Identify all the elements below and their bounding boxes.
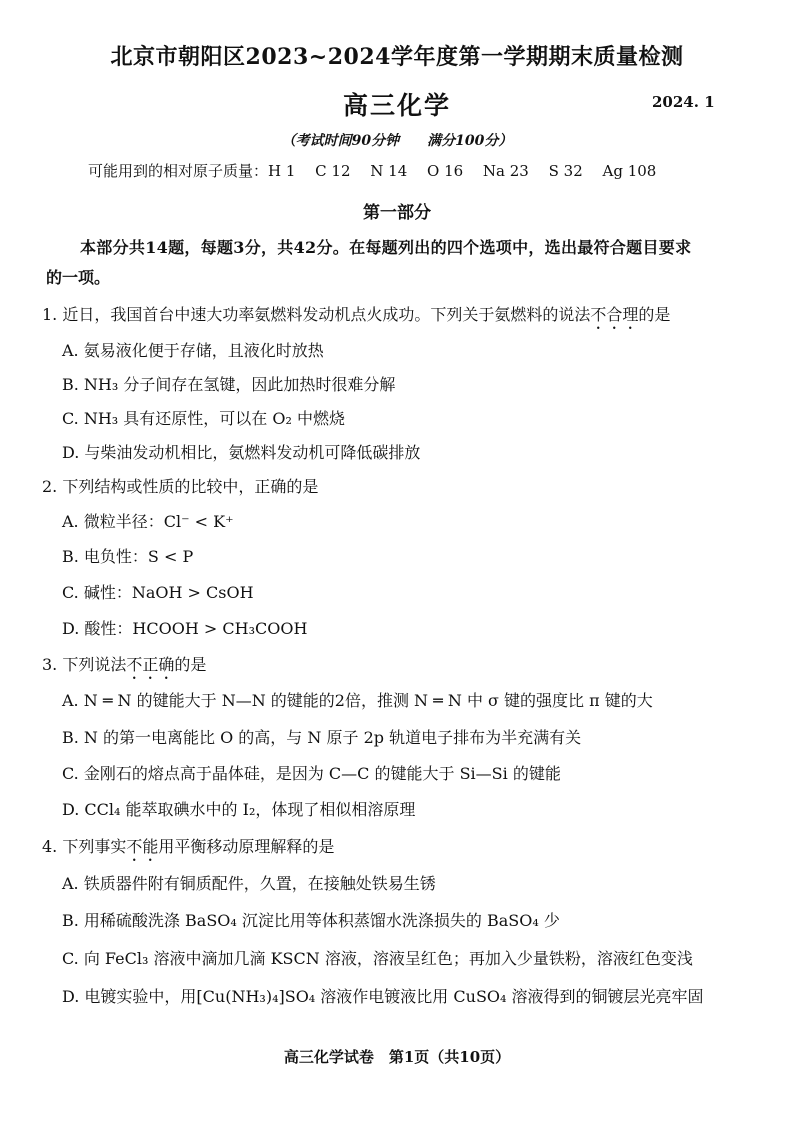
question-2-option-a: A. 微粒半径：Cl⁻ < K⁺: [62, 512, 234, 531]
question-2-option-d: D. 酸性：HCOOH > CH₃COOH: [62, 619, 308, 638]
part-instructions-line1: 本部分共14题，每题3分，共42分。在每题列出的四个选项中，选出最符合题目要求: [80, 238, 692, 257]
question-4-option-a: A. 铁质器件附有铜质配件，久置，在接触处铁易生锈: [62, 874, 436, 893]
question-stem-text: 1. 近日，我国首台中速大功率氨燃料发动机点火成功。下列关于氨燃料的说法: [42, 305, 591, 324]
question-1-option-a: A. 氨易液化便于存储，且液化时放热: [62, 341, 324, 360]
question-2-option-c: C. 碱性：NaOH > CsOH: [62, 583, 254, 602]
question-1-option-d: D. 与柴油发动机相比，氨燃料发动机可降低碳排放: [62, 443, 421, 462]
question-3-option-c: C. 金刚石的熔点高于晶体硅，是因为 C—C 的键能大于 Si—Si 的键能: [62, 764, 561, 783]
question-4-stem: [42, 834, 334, 865]
question-1-option-c: C. NH₃ 具有还原性，可以在 O₂ 中燃烧: [62, 409, 346, 428]
question-2-option-b: B. 电负性：S < P: [62, 547, 194, 566]
question-3-option-d: D. CCl₄ 能萃取碘水中的 I₂，体现了相似相溶原理: [62, 800, 416, 819]
question-emphasis: 不正确: [126, 655, 175, 674]
part-instructions-line2: 的一项。: [46, 268, 111, 287]
question-3-stem: [42, 652, 206, 683]
question-4-option-b: B. 用稀硫酸洗涤 BaSO₄ 沉淀比用等体积蒸馏水洗涤损失的 BaSO₄ 少: [62, 911, 560, 930]
question-1-stem: [42, 302, 670, 333]
question-stem-text: 的是: [638, 305, 671, 324]
subject-title: 高三化学: [342, 91, 451, 120]
question-emphasis: 不合理: [590, 305, 639, 324]
question-4-option-d: D. 电镀实验中，用[Cu(NH₃)₄]SO₄ 溶液作电镀液比用 CuSO₄ 溶液得到的铜镀层光亮牢固: [62, 987, 704, 1006]
exam-time-info: （考试时间90分钟 满分100分）: [281, 133, 513, 149]
part-title: 第一部分: [363, 203, 431, 223]
atomic-masses: 可能用到的相对原子质量：H 1 C 12 N 14 O 16 Na 23 S 32 Ag 108: [88, 162, 657, 180]
question-1-option-b: B. NH₃ 分子间存在氢键，因此加热时很难分解: [62, 375, 396, 394]
question-stem-text: 3. 下列说法: [42, 655, 127, 674]
question-emphasis: 不能: [126, 837, 159, 856]
question-stem-text: 的是: [174, 655, 207, 674]
question-3-option-b: B. N 的第一电离能比 O 的高，与 N 原子 2p 轨道电子排布为半充满有关: [62, 728, 582, 747]
exam-title: 北京市朝阳区2023~2024学年度第一学期期末质量检测: [110, 44, 684, 70]
question-stem-text: 4. 下列事实: [42, 837, 127, 856]
question-stem-text: 用平衡移动原理解释的是: [158, 837, 335, 856]
question-stem-text: 2. 下列结构或性质的比较中，正确的是: [42, 477, 319, 496]
page-footer: 高三化学试卷 第1页（共10页）: [283, 1048, 511, 1066]
question-2-stem: [42, 474, 318, 497]
exam-date: 2024. 1: [652, 93, 715, 111]
question-3-option-a: A. N ═ N 的键能大于 N—N 的键能的2倍，推测 N ═ N 中 σ 键的强度比 π 键的大: [62, 691, 653, 710]
question-4-option-c: C. 向 FeCl₃ 溶液中滴加几滴 KSCN 溶液，溶液呈红色；再加入少量铁粉，溶液红色变浅: [62, 949, 693, 968]
